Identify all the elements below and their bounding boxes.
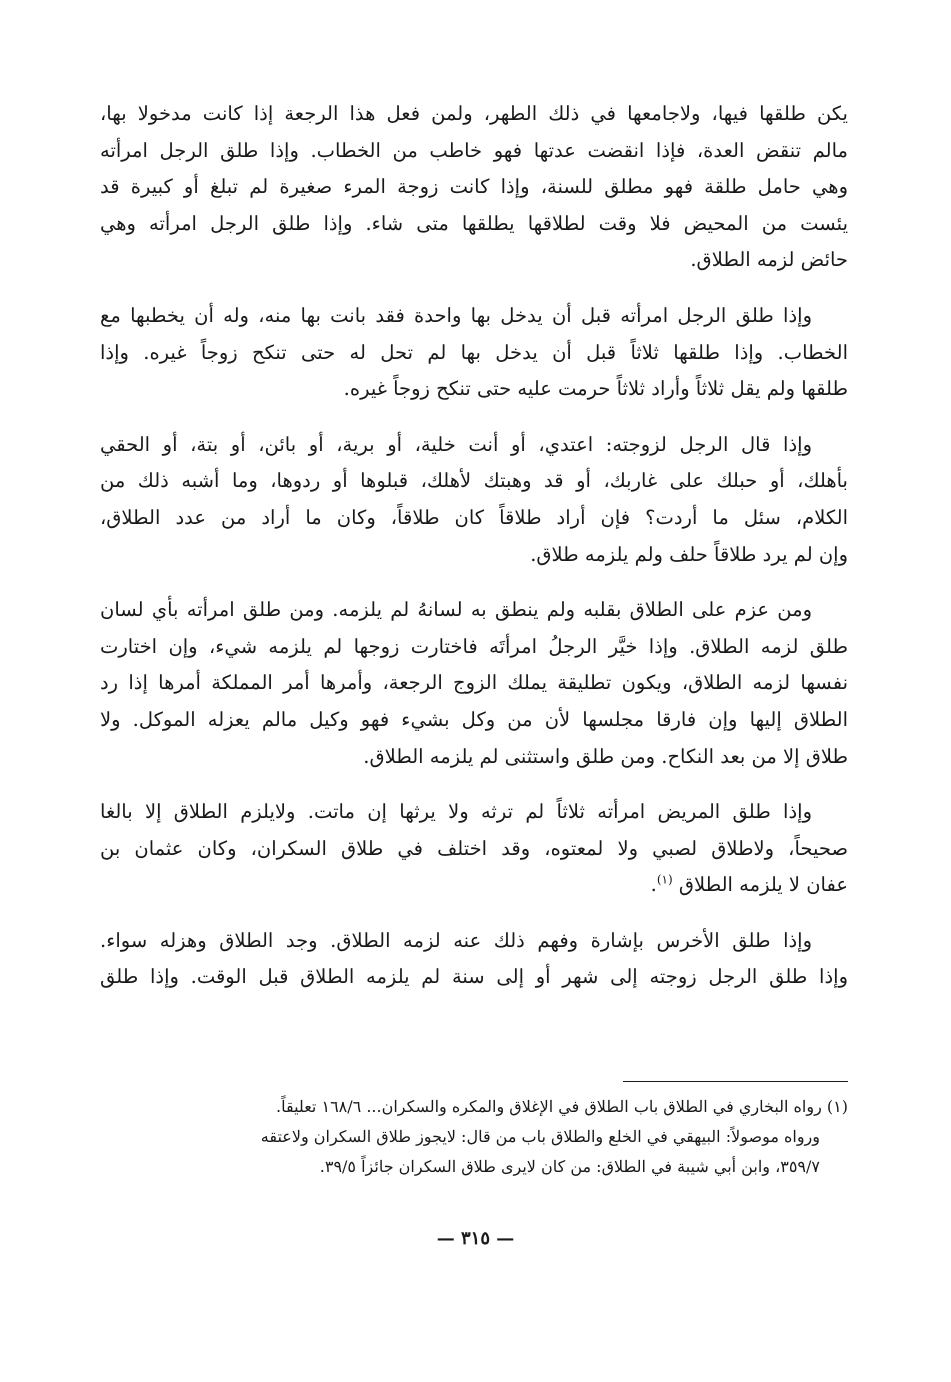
footnote-line: (١) رواه البخاري في الطلاق باب الطلاق في الإغلاق والمكره والسكران... ١٦٨/٦ تعليقاً.	[276, 1097, 848, 1116]
paragraph-3	[100, 427, 848, 573]
paragraph-5	[100, 794, 848, 904]
text-line: حائض لزمه الطلاق.	[690, 248, 848, 272]
text-line: طلق لزمه الطلاق. وإذا خيَّر الرجلُ امرأتَه فاختارت زوجها لم يلزمه شيء، وإن اختارت	[100, 634, 848, 658]
text-line: الكلام، سئل ما أردت؟ فإن أراد طلاقاً كان طلاقاً، وكان ما أراد من عدد الطلاق،	[100, 505, 848, 529]
text-line: وهي حامل طلقة فهو مطلق للسنة، وإذا كانت زوجة المرء صغيرة لم تبلغ أو كبيرة قد	[100, 175, 848, 199]
text-line: نفسها لزمه الطلاق، ويكون تطليقة يملك الزوج الرجعة، وأمرها أمر المملكة أمرها إذا رد	[100, 671, 848, 695]
footnote-reference[interactable]: (١)	[656, 872, 673, 887]
text-line: يكن طلقها فيها، ولاجامعها في ذلك الطهر، ولمن فعل هذا الرجعة إذا كانت مدخولا بها،	[100, 102, 848, 125]
paragraph-6	[100, 923, 848, 996]
paragraph-4	[100, 592, 848, 775]
footnotes	[100, 1092, 848, 1182]
page-number: — ٣١٥ —	[436, 1228, 515, 1249]
text-line: الخطاب. وإذا طلقها ثلاثاً قبل أن يدخل بها لم تحل له حتى تنكح زوجاً غيره. وإذا	[100, 340, 848, 364]
text-line: ومن عزم على الطلاق بقلبه ولم ينطق به لسانهُ لم يلزمه. ومن طلق امرأته بأي لسان	[100, 598, 812, 622]
text-line: وإذا قال الرجل لزوجته: اعتدي، أو أنت خلية، أو برية، أو بائن، أو بتة، أو الحقي	[100, 432, 812, 456]
text-line: وإذا طلق الأخرس بإشارة وفهم ذلك عنه لزمه الطلاق. وجد الطلاق وهزله سواء.	[100, 928, 812, 952]
text-line: يئست من المحيض فلا وقت لطلاقها يطلقها متى شاء. وإذا طلق الرجل امرأته وهي	[100, 211, 848, 235]
footnote-separator	[623, 1081, 848, 1082]
text-line: طلقها ولم يقل ثلاثاً وأراد ثلاثاً حرمت عليه حتى تنكح زوجاً غيره.	[343, 377, 848, 401]
text-line-with-footnote	[100, 867, 848, 904]
text-line: وإن لم يرد طلاقاً حلف ولم يلزمه طلاق.	[530, 542, 848, 566]
paragraph-2	[100, 298, 848, 408]
text-fragment: عفان لا يلزمه الطلاق	[678, 873, 848, 897]
text-line: وإذا طلق الرجل امرأته قبل أن يدخل بها واحدة فقد بانت بها منه، وله أن يخطبها مع	[100, 303, 812, 327]
footnote-line: ٣٥٩/٧، وابن أبي شيبة في الطلاق: من كان لايرى طلاق السكران جائزاً ٣٩/٥.	[319, 1157, 820, 1176]
text-line: مالم تنقض العدة، فإذا انقضت عدتها فهو خاطب من الخطاب. وإذا طلق الرجل امرأته	[100, 138, 848, 162]
sentence-end: .	[650, 873, 657, 897]
text-line: صحيحاً، ولاطلاق لصبي ولا لمعتوه، وقد اختلف في طلاق السكران، وكان عثمان بن	[100, 836, 848, 860]
text-line: الطلاق إليها وإن فارقا مجلسها لأن من وكل بشيء فهو وكيل مالم يعزله الموكل. ولا	[100, 707, 848, 731]
text-line: وإذا طلق المريض امرأته ثلاثاً لم ترثه ولا يرثها إن ماتت. ولايلزم الطلاق إلا بالغا	[100, 800, 812, 824]
footnote-line: ورواه موصولاً: البيهقي في الخلع والطلاق باب من قال: لايجوز طلاق السكران ولاعتقه	[260, 1127, 820, 1146]
paragraph-1	[100, 96, 848, 279]
body-text	[100, 96, 848, 1015]
text-line: طلاق إلا من بعد النكاح. ومن طلق واستثنى لم يلزمه الطلاق.	[363, 744, 848, 768]
text-line: بأهلك، أو حبلك على غاربك، أو قد وهبتك لأهلك، قبلوها أو ردوها، وما أشبه ذلك من	[100, 469, 848, 493]
text-line: وإذا طلق الرجل زوجته إلى شهر أو إلى سنة لم يلزمه الطلاق قبل الوقت. وإذا طلق	[100, 965, 848, 989]
